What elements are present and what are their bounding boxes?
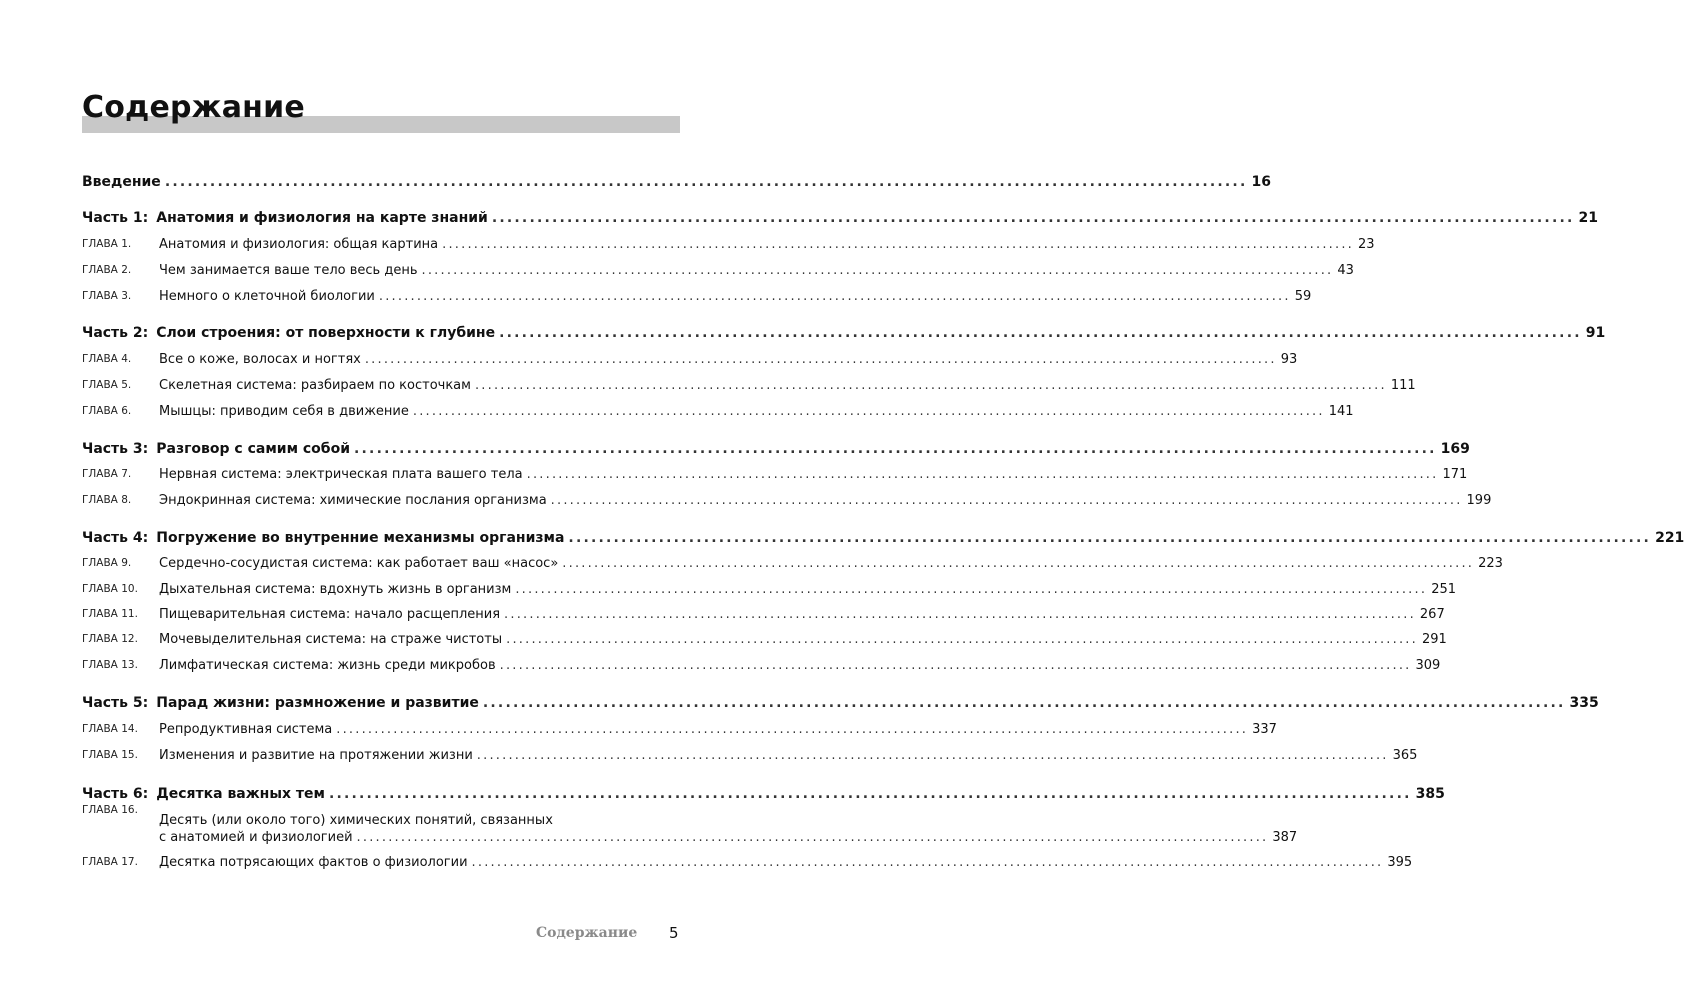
part-title: Анатомия и физиология на карте знаний — [156, 210, 488, 226]
toc-chapter-10[interactable] — [82, 573, 1457, 598]
chapter-page: 59 — [1294, 289, 1312, 304]
chapter-title: Изменения и развитие на протяжении жизни — [159, 748, 473, 763]
chapter-page: 141 — [1328, 404, 1354, 419]
leader-dots: ................................................................................................................................................ — [550, 493, 1463, 508]
toc-chapter-14[interactable] — [82, 713, 1277, 738]
chapter-page: 111 — [1390, 378, 1416, 393]
chapter-label: ГЛАВА 2. — [82, 264, 132, 276]
chapter-page: 43 — [1337, 263, 1354, 278]
part-label: Часть 3: — [82, 441, 149, 457]
leader-dots: ................................................................................................................................................ — [378, 289, 1291, 304]
part-page: 169 — [1440, 441, 1470, 457]
leader-dots: ................................................................................................................................................ — [504, 607, 1416, 622]
part-page: 21 — [1578, 210, 1598, 226]
toc-chapter-3[interactable] — [82, 280, 1312, 305]
chapter-title: Мышцы: приводим себя в движение — [159, 404, 409, 419]
toc-part-2[interactable] — [82, 316, 1606, 341]
chapter-title-line-1: Десять (или около того) химических понятий, связанных — [159, 813, 553, 828]
part-title: Разговор с самим собой — [156, 441, 351, 457]
toc-intro-page: 16 — [1251, 174, 1271, 190]
chapter-title: Все о коже, волосах и ногтях — [159, 352, 361, 367]
leader-dots: ................................................................................................................................................ — [506, 632, 1418, 647]
part-label: Часть 2: — [82, 325, 149, 341]
chapter-label: ГЛАВА 4. — [82, 353, 132, 365]
toc-chapter-13[interactable] — [82, 649, 1441, 674]
page-number: 5 — [669, 924, 679, 942]
chapter-page: 171 — [1442, 467, 1468, 482]
chapter-page: 23 — [1357, 237, 1375, 252]
part-page: 91 — [1585, 325, 1606, 341]
chapter-label: ГЛАВА 14. — [82, 723, 138, 735]
leader-dots: ................................................................................................................................................ — [471, 855, 1384, 870]
part-label: Часть 4: — [82, 530, 149, 546]
chapter-title: Нервная система: электрическая плата вашего тела — [159, 467, 523, 482]
leader-dots: ................................................................................................................................................ — [354, 441, 1437, 457]
leader-dots: ................................................................................................................................................ — [491, 210, 1575, 226]
chapter-title-line-2-row — [159, 830, 1297, 846]
chapter-label: ГЛАВА 1. — [82, 238, 132, 250]
toc-part-5[interactable] — [82, 686, 1599, 711]
toc-chapter-8[interactable] — [82, 484, 1492, 509]
part-page: 335 — [1569, 695, 1599, 711]
chapter-title: Десятка потрясающих фактов о физиологии — [159, 855, 468, 870]
toc-intro[interactable] — [82, 165, 1271, 190]
toc-intro-title: Введение — [82, 174, 161, 190]
leader-dots: ................................................................................................................................................ — [336, 722, 1249, 737]
part-label: Часть 5: — [82, 695, 149, 711]
toc-chapter-16[interactable] — [82, 802, 1298, 846]
toc-chapter-6[interactable] — [82, 395, 1354, 420]
chapter-page: 267 — [1419, 607, 1445, 622]
leader-dots: ................................................................................................................................................ — [442, 237, 1354, 252]
part-title: Парад жизни: размножение и развитие — [156, 695, 479, 711]
chapter-title: Сердечно-сосудистая система: как работает ваш «насос» — [159, 556, 559, 571]
chapter-label: ГЛАВА 7. — [82, 468, 132, 480]
chapter-label: ГЛАВА 17. — [82, 856, 138, 868]
part-label: Часть 1: — [82, 210, 149, 226]
leader-dots: ................................................................................................................................................ — [515, 582, 1428, 597]
leader-dots: ................................................................................................................................................ — [476, 748, 1389, 763]
chapter-title-line-2: с анатомией и физиологией — [159, 830, 353, 845]
toc-chapter-2[interactable] — [82, 254, 1354, 279]
chapter-page: 251 — [1431, 582, 1457, 597]
toc-chapter-1[interactable] — [82, 228, 1375, 253]
leader-dots: ................................................................................................................................................ — [568, 530, 1652, 546]
chapter-title: Лимфатическая система: жизнь среди микробов — [159, 658, 496, 673]
chapter-title: Немного о клеточной биологии — [159, 289, 375, 304]
leader-dots: ................................................................................................................................................ — [356, 830, 1269, 845]
leader-dots: ................................................................................................................................................ — [164, 174, 1248, 190]
chapter-page: 365 — [1392, 748, 1418, 763]
chapter-title-stack — [159, 812, 1297, 846]
chapter-label: ГЛАВА 10. — [82, 583, 138, 595]
part-title: Десятка важных тем — [156, 786, 325, 802]
chapter-page: 337 — [1252, 722, 1277, 737]
toc-chapter-12[interactable] — [82, 623, 1447, 648]
leader-dots: ................................................................................................................................................ — [499, 325, 1582, 341]
leader-dots: ................................................................................................................................................ — [482, 695, 1566, 711]
chapter-title: Пищеварительная система: начало расщепления — [159, 607, 501, 622]
toc-chapter-17[interactable] — [82, 846, 1413, 871]
page-title-block — [82, 88, 680, 134]
chapter-title: Анатомия и физиология: общая картина — [159, 237, 439, 252]
chapter-title: Репродуктивная система — [159, 722, 333, 737]
toc-chapter-5[interactable] — [82, 369, 1416, 394]
toc-chapter-11[interactable] — [82, 598, 1445, 623]
leader-dots: ................................................................................................................................................ — [328, 786, 1412, 802]
chapter-title: Скелетная система: разбираем по косточкам — [159, 378, 471, 393]
leader-dots: ................................................................................................................................................ — [364, 352, 1277, 367]
chapter-title: Эндокринная система: химические послания организма — [159, 493, 547, 508]
toc-part-3[interactable] — [82, 432, 1470, 457]
chapter-label: ГЛАВА 15. — [82, 749, 138, 761]
part-page: 221 — [1655, 530, 1684, 546]
chapter-page: 291 — [1421, 632, 1447, 647]
chapter-page: 387 — [1272, 830, 1298, 845]
part-title: Слои строения: от поверхности к глубине — [156, 325, 496, 341]
chapter-title: Чем занимается ваше тело весь день — [159, 263, 418, 278]
toc-chapter-7[interactable] — [82, 458, 1468, 483]
part-title: Погружение во внутренние механизмы организма — [156, 530, 565, 546]
chapter-page: 309 — [1415, 658, 1441, 673]
leader-dots: ................................................................................................................................................ — [562, 556, 1475, 571]
chapter-label: ГЛАВА 9. — [82, 557, 132, 569]
leader-dots: ................................................................................................................................................ — [421, 263, 1334, 278]
leader-dots: ................................................................................................................................................ — [499, 658, 1412, 673]
toc-chapter-9[interactable] — [82, 547, 1503, 572]
running-footer-title: Содержание — [536, 925, 638, 941]
part-page: 385 — [1415, 786, 1445, 802]
page-title: Содержание — [82, 90, 305, 125]
chapter-label: ГЛАВА 6. — [82, 405, 132, 417]
chapter-title: Дыхательная система: вдохнуть жизнь в организм — [159, 582, 512, 597]
chapter-label: ГЛАВА 8. — [82, 494, 132, 506]
toc-part-4[interactable] — [82, 521, 1684, 546]
toc-part-1[interactable] — [82, 201, 1598, 226]
chapter-label: ГЛАВА 13. — [82, 659, 138, 671]
leader-dots: ................................................................................................................................................ — [526, 467, 1439, 482]
chapter-page: 93 — [1280, 352, 1298, 367]
chapter-page: 223 — [1478, 556, 1503, 571]
leader-dots: ................................................................................................................................................ — [412, 404, 1325, 419]
chapter-label: ГЛАВА 11. — [82, 608, 138, 620]
part-label: Часть 6: — [82, 786, 149, 802]
chapter-page: 395 — [1387, 855, 1413, 870]
toc-chapter-15[interactable] — [82, 739, 1418, 764]
leader-dots: ................................................................................................................................................ — [474, 378, 1387, 393]
toc-chapter-4[interactable] — [82, 343, 1298, 368]
chapter-label: ГЛАВА 5. — [82, 379, 132, 391]
chapter-title: Мочевыделительная система: на страже чистоты — [159, 632, 503, 647]
chapter-label: ГЛАВА 3. — [82, 290, 132, 302]
chapter-label: ГЛАВА 16. — [82, 804, 138, 816]
toc-part-6[interactable] — [82, 777, 1445, 802]
chapter-label: ГЛАВА 12. — [82, 633, 138, 645]
chapter-page: 199 — [1466, 493, 1492, 508]
